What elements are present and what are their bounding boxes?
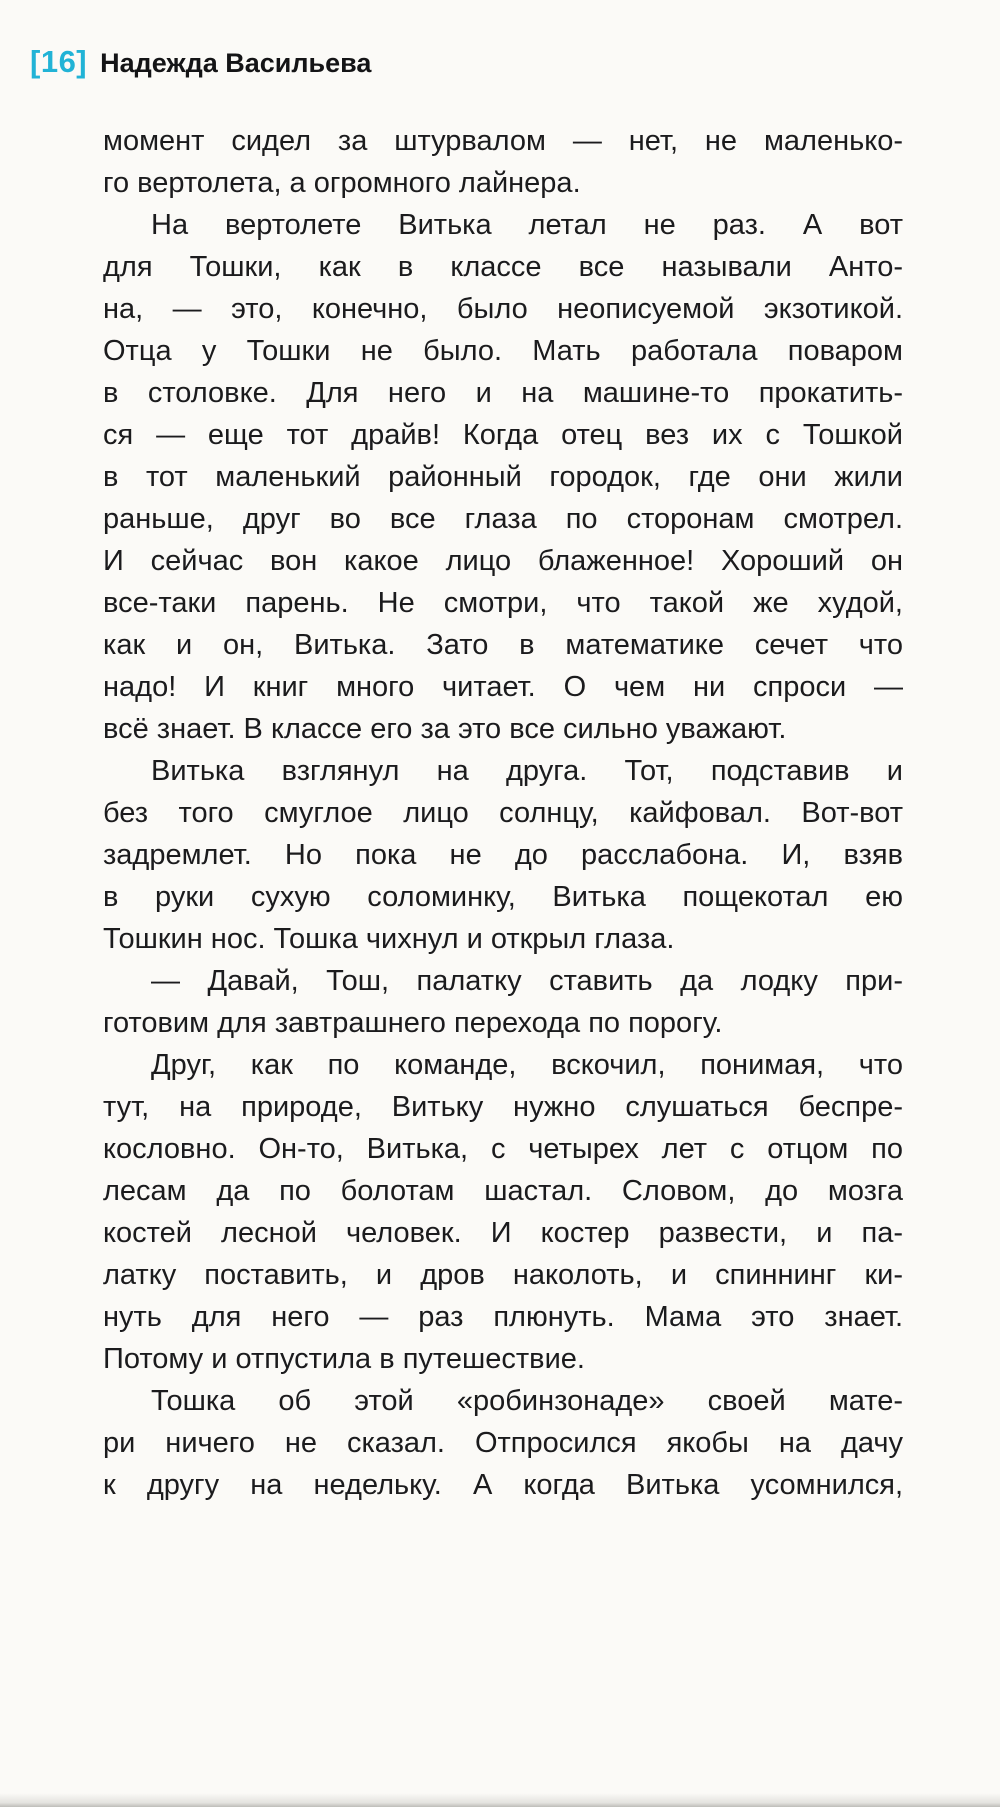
- paragraph: [103, 1380, 903, 1506]
- text-line: момент сидел за штурвалом — нет, не маленько-: [103, 125, 903, 157]
- text-line: латку поставить, и дров наколоть, и спиннинг ки-: [103, 1259, 903, 1291]
- text-line: раньше, друг во все глаза по сторонам смотрел.: [103, 503, 903, 535]
- text-line: Отца у Тошки не было. Мать работала поваром: [103, 335, 903, 367]
- text-line: ся — еще тот драйв! Когда отец вез их с Тошкой: [103, 419, 903, 451]
- text-line: ри ничего не сказал. Отпросился якобы на дачу: [103, 1427, 903, 1459]
- text-line: го вертолета, а огромного лайнера.: [103, 167, 581, 199]
- text-line: лесам да по болотам шастал. Словом, до мозга: [103, 1175, 903, 1207]
- paragraph: [103, 120, 903, 204]
- text-block: [0, 120, 1000, 1506]
- paragraph: [103, 750, 903, 960]
- text-line: все-таки парень. Не смотри, что такой же худой,: [103, 587, 903, 619]
- author-name: Надежда Васильева: [100, 48, 372, 78]
- text-line: в столовке. Для него и на машине-то прокатить-: [103, 377, 903, 409]
- text-line: Друг, как по команде, вскочил, понимая, что: [151, 1049, 903, 1081]
- text-line: в руки сухую соломинку, Витька пощекотал ею: [103, 881, 903, 913]
- text-line: Потому и отпустила в путешествие.: [103, 1343, 585, 1375]
- text-line: тут, на природе, Витьку нужно слушаться беспре-: [103, 1091, 903, 1123]
- page-bottom-edge: [0, 1793, 1000, 1807]
- text-line: — Давай, Тош, палатку ставить да лодку при-: [151, 965, 903, 997]
- text-line: всё знает. В классе его за это все сильно уважают.: [103, 713, 787, 745]
- text-line: готовим для завтрашнего перехода по порогу.: [103, 1007, 723, 1039]
- text-line: костей лесной человек. И костер развести, и па-: [103, 1217, 903, 1249]
- text-line: к другу на недельку. А когда Витька усомнился,: [103, 1469, 903, 1501]
- page-number: [16]: [30, 44, 88, 79]
- paragraph: [103, 1044, 903, 1380]
- text-line: На вертолете Витька летал не раз. А вот: [151, 209, 903, 241]
- text-line: задремлет. Но пока не до расслабона. И, взяв: [103, 839, 903, 871]
- text-line: на, — это, конечно, было неописуемой экзотикой.: [103, 293, 903, 325]
- text-line: Тошкин нос. Тошка чихнул и открыл глаза.: [103, 923, 675, 955]
- text-line: в тот маленький районный городок, где они жили: [103, 461, 903, 493]
- text-line: кословно. Он-то, Витька, с четырех лет с отцом по: [103, 1133, 903, 1165]
- text-line: Тошка об этой «робинзонаде» своей мате-: [151, 1385, 903, 1417]
- text-line: как и он, Витька. Зато в математике сечет что: [103, 629, 903, 661]
- text-line: надо! И книг много читает. О чем ни спроси —: [103, 671, 903, 703]
- text-line: И сейчас вон какое лицо блаженное! Хороший он: [103, 545, 903, 577]
- paragraph: [103, 204, 903, 750]
- text-line: нуть для него — раз плюнуть. Мама это знает.: [103, 1301, 903, 1333]
- paragraph: [103, 960, 903, 1044]
- text-line: без того смуглое лицо солнцу, кайфовал. Вот-вот: [103, 797, 903, 829]
- page-header: [0, 0, 1000, 80]
- text-line: Витька взглянул на друга. Тот, подставив и: [151, 755, 903, 787]
- text-line: для Тошки, как в классе все называли Анто-: [103, 251, 903, 283]
